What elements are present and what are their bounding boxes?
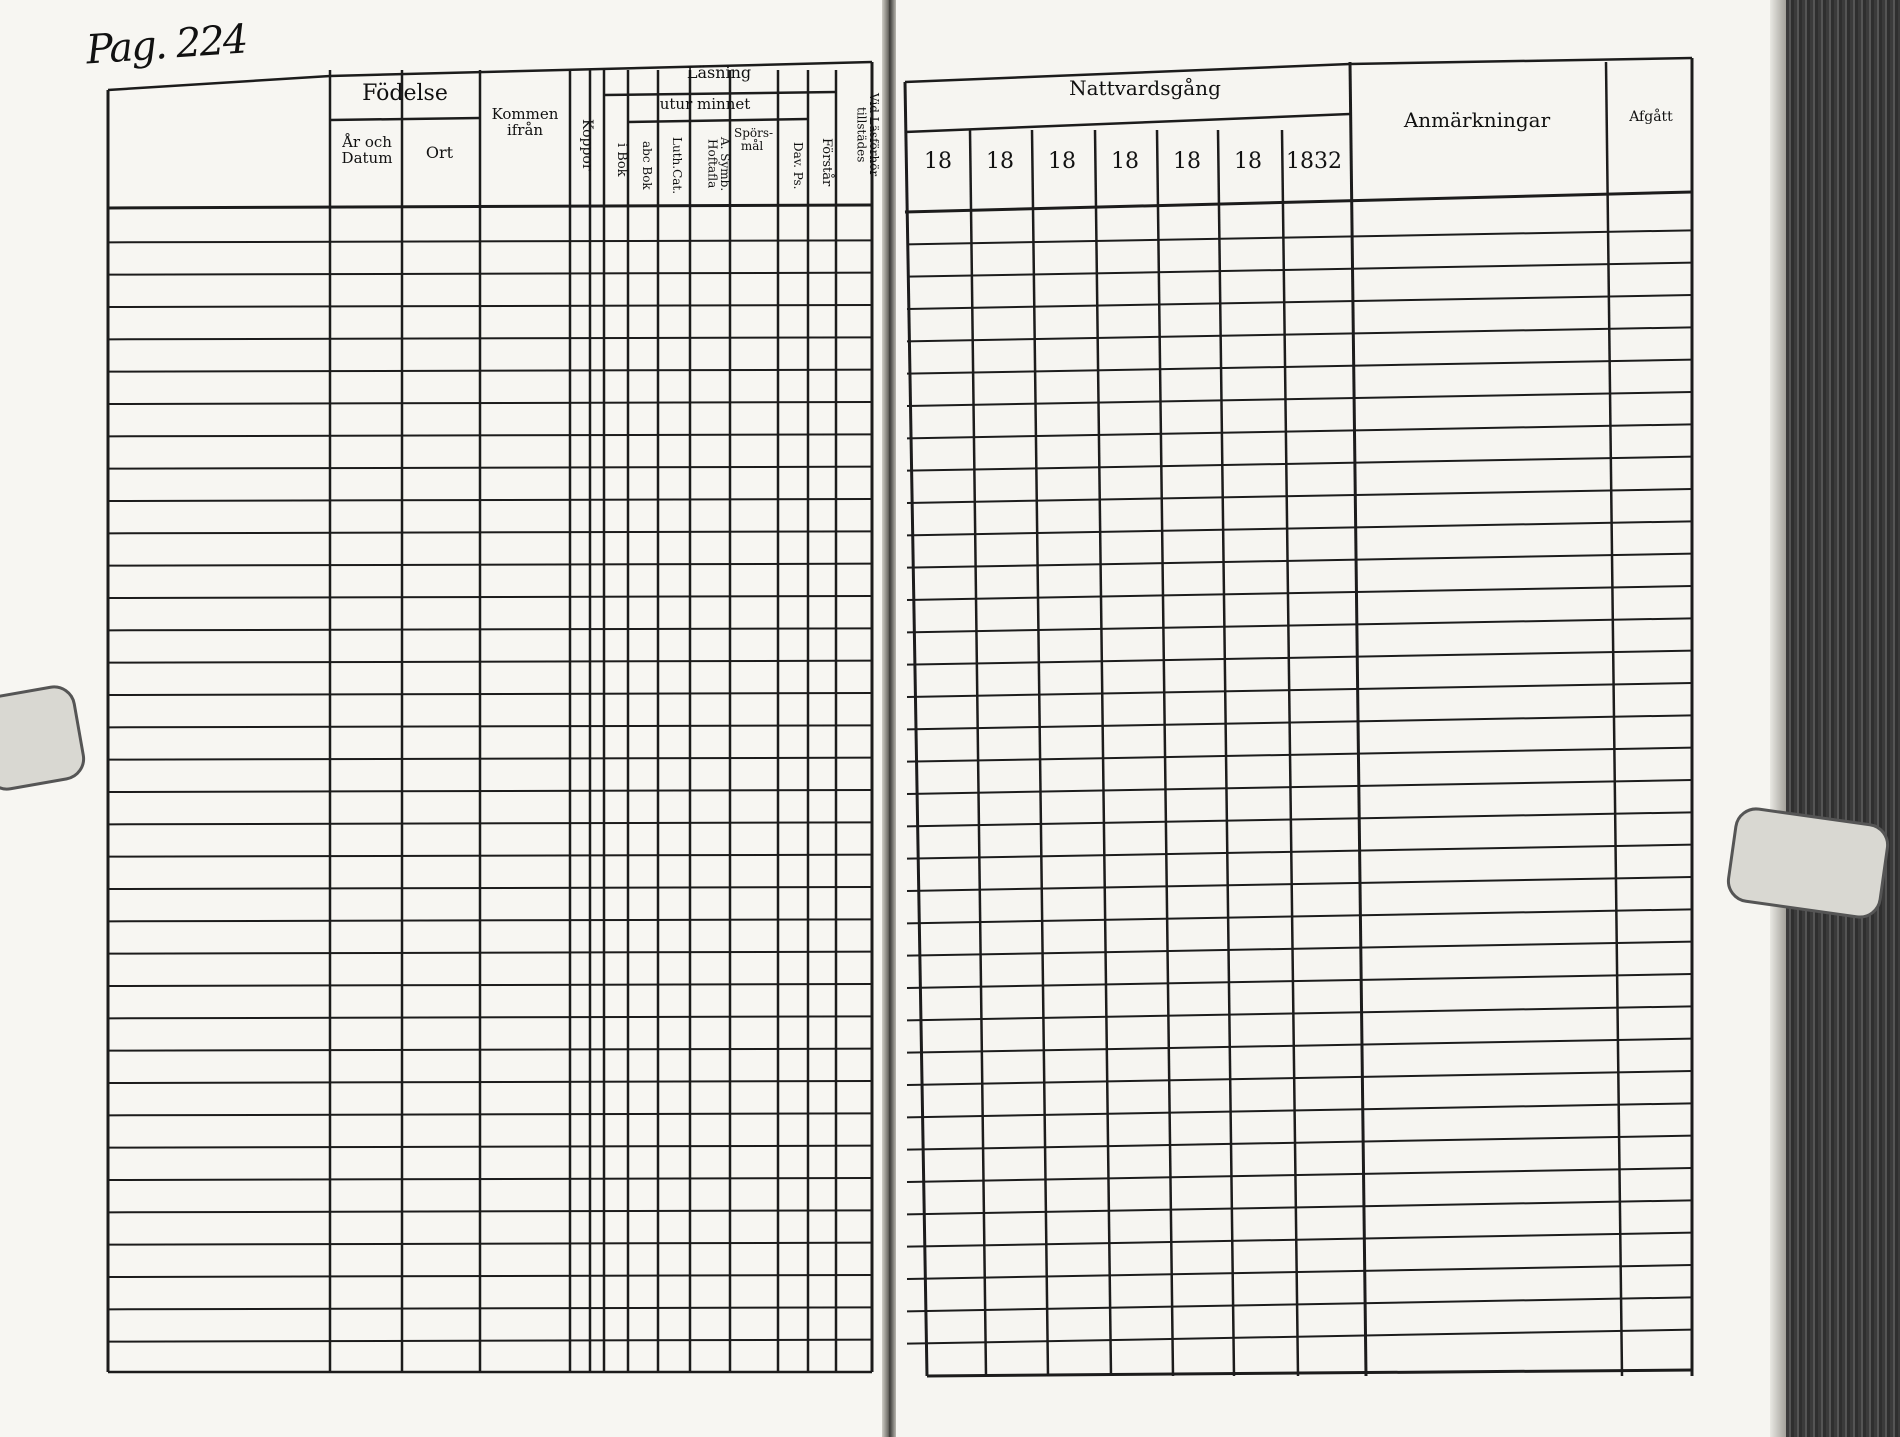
header-koppor: Koppor: [579, 119, 595, 171]
header-fodelse: Födelse: [362, 81, 448, 106]
nattvard-year-5: 18: [1173, 149, 1201, 174]
header-i-bok: i Bok: [614, 143, 629, 177]
nattvard-year-1: 18: [924, 149, 952, 174]
header-a-symb: A. Symb. Hoftafla: [705, 136, 732, 192]
header-vid-larda: Vid Läsförhör tillstädes: [854, 93, 881, 177]
header-nattvardsgang: Nattvardsgång: [1069, 76, 1221, 100]
header-utur-minnet: utur minnet: [659, 95, 751, 113]
nattvard-year-7: 1832: [1286, 149, 1342, 174]
header-afgatt: Afgått: [1629, 109, 1673, 125]
header-luth-cat: Luth.Cat.: [670, 136, 684, 195]
header-forstar: Förstår: [819, 138, 834, 187]
header-lasning: Läsning: [686, 63, 752, 82]
nattvard-year-4: 18: [1111, 149, 1139, 174]
header-ar-och-datum: År och Datum: [341, 133, 393, 167]
header-ort: Ort: [425, 143, 454, 162]
header-dav-ps: Dav. Ps.: [791, 141, 805, 190]
nattvard-year-2: 18: [986, 149, 1014, 174]
header-abc-bok: abc Bok: [640, 141, 654, 190]
nattvard-year-6: 18: [1234, 149, 1262, 174]
header-sporsmal: Spörs-mål: [734, 126, 774, 153]
nattvard-year-3: 18: [1048, 149, 1076, 174]
header-kommen-ifran: Kommen ifrån: [491, 105, 559, 139]
header-anmarkningar: Anmärkningar: [1403, 108, 1551, 132]
page-number: Pag. 224: [84, 16, 248, 74]
